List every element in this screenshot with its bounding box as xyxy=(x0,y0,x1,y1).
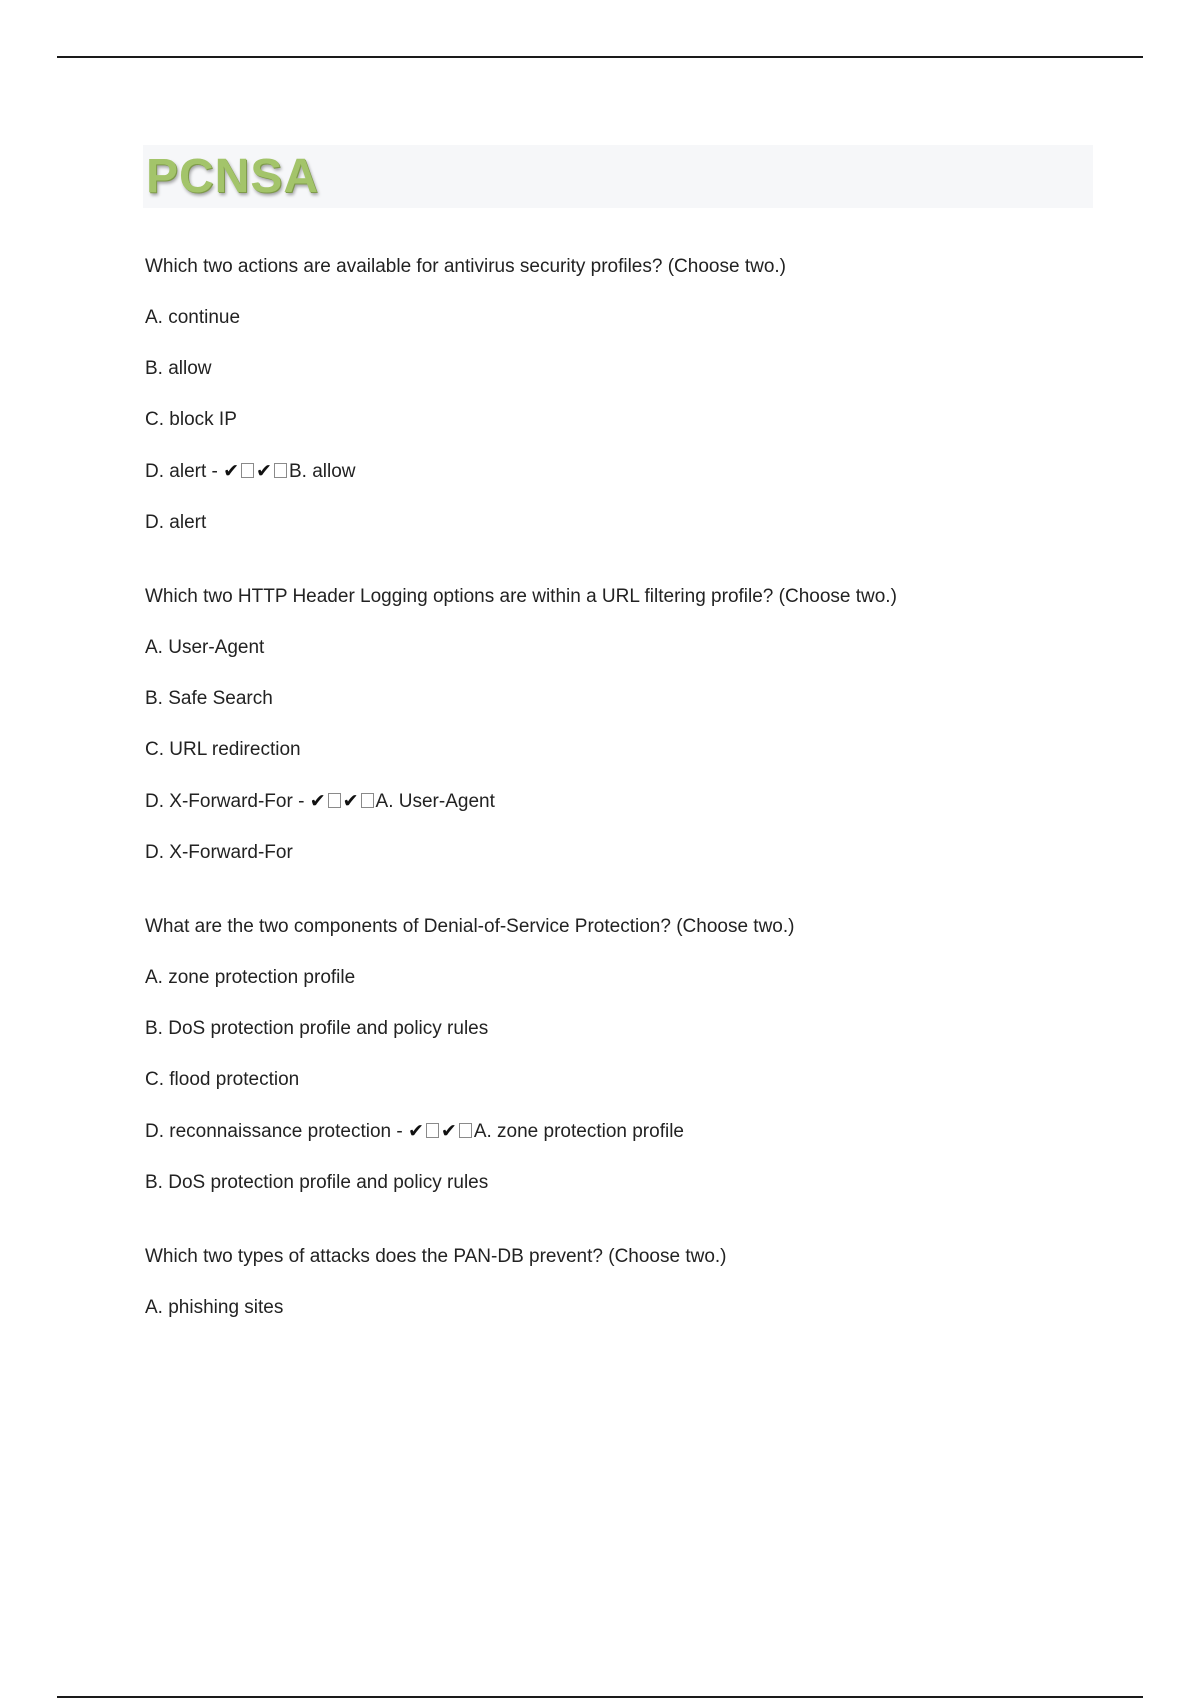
checkmark-icon: ✔ xyxy=(256,460,272,482)
box-icon xyxy=(426,1123,439,1138)
option-c: C. block IP xyxy=(145,409,237,430)
option-c: C. flood protection xyxy=(145,1069,300,1090)
checkmark-icon: ✔ xyxy=(223,460,240,482)
document-body xyxy=(145,255,1105,1370)
box-icon xyxy=(274,463,287,478)
answer-line xyxy=(145,459,1105,484)
option-b: B. Safe Search xyxy=(145,688,273,709)
question-text: Which two types of attacks does the PAN-DB prevent? (Choose two.) xyxy=(145,1246,727,1267)
box-icon xyxy=(241,463,254,478)
question-text: Which two HTTP Header Logging options are within a URL filtering profile? (Choose two.) xyxy=(145,586,897,607)
answer-text: B. allow xyxy=(288,461,356,482)
answer-line xyxy=(145,789,1105,814)
top-rule xyxy=(57,56,1143,58)
answer-text: A. zone protection profile xyxy=(473,1121,684,1142)
option-b: B. DoS protection profile and policy rules xyxy=(145,1018,489,1039)
answer-extra: D. alert xyxy=(145,512,207,533)
box-icon xyxy=(361,793,374,808)
question-block xyxy=(145,1245,1105,1320)
checkmark-icon: ✔ xyxy=(440,1120,457,1142)
checkmark-icon: ✔ xyxy=(342,790,359,812)
option-a: A. continue xyxy=(145,307,241,328)
option-d-prefix: D. alert - xyxy=(145,461,224,482)
option-a: A. User-Agent xyxy=(145,637,265,658)
box-icon xyxy=(328,793,341,808)
question-text: What are the two components of Denial-of-Service Protection? (Choose two.) xyxy=(145,916,795,937)
option-d-prefix: D. reconnaissance protection - xyxy=(145,1121,408,1142)
option-a: A. zone protection profile xyxy=(145,967,356,988)
option-d-prefix: D. X-Forward-For - xyxy=(145,791,310,812)
question-text: Which two actions are available for antivirus security profiles? (Choose two.) xyxy=(145,256,786,277)
option-a: A. phishing sites xyxy=(145,1297,284,1318)
header-banner xyxy=(143,145,1093,208)
option-b: B. allow xyxy=(145,358,212,379)
checkmark-icon: ✔ xyxy=(407,1120,424,1142)
bottom-rule xyxy=(57,1696,1143,1698)
answer-text: A. User-Agent xyxy=(375,791,495,812)
question-block xyxy=(145,915,1105,1195)
answer-extra: D. X-Forward-For xyxy=(145,842,293,863)
answer-extra: B. DoS protection profile and policy rules xyxy=(145,1172,489,1193)
question-block xyxy=(145,255,1105,535)
question-block xyxy=(145,585,1105,865)
option-c: C. URL redirection xyxy=(145,739,301,760)
logo: PCNSA xyxy=(146,150,320,203)
answer-line xyxy=(145,1119,1105,1144)
checkmark-icon: ✔ xyxy=(309,790,326,812)
box-icon xyxy=(459,1123,472,1138)
